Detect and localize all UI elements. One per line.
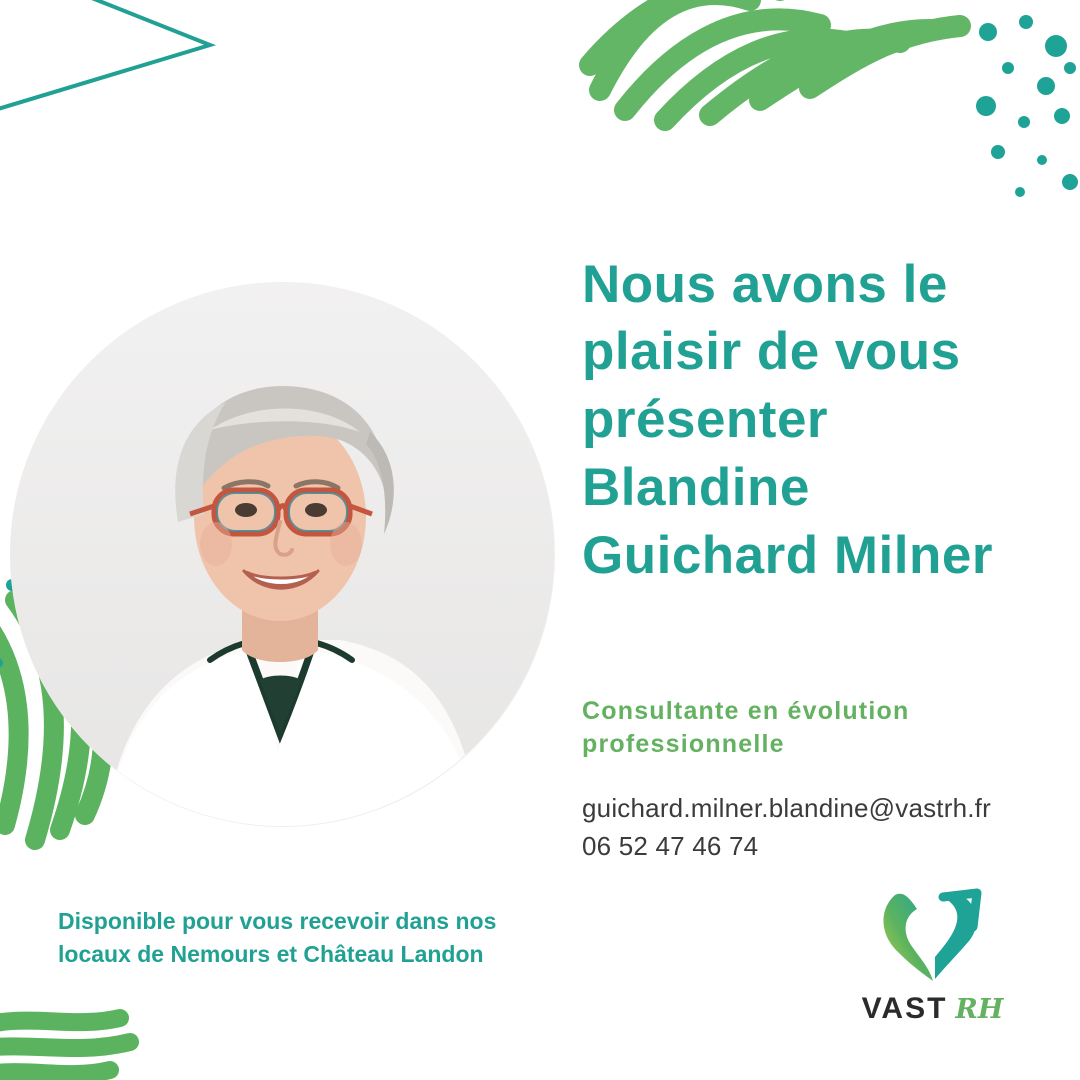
logo-name: VAST xyxy=(861,992,948,1025)
triangle-outline-decoration xyxy=(0,0,240,140)
heart-arrow-logo-icon xyxy=(873,883,993,988)
job-title: Consultante en évolution professionnelle xyxy=(582,697,910,759)
logo-suffix: RH xyxy=(955,994,1004,1025)
portrait-photo xyxy=(10,282,555,827)
green-scribble-top-decoration xyxy=(570,0,1000,150)
vast-rh-logo xyxy=(845,883,1020,1038)
page-title: Nous avons le plaisir de vous présenter Blandine Guichard Milner xyxy=(582,254,993,585)
contact-email[interactable]: guichard.milner.blandine@vastrh.fr xyxy=(582,793,991,823)
teal-dots-decoration xyxy=(950,10,1080,230)
contact-block xyxy=(582,790,1052,865)
availability-note: Disponible pour vous recevoir dans nos locaux de Nemours et Château Landon xyxy=(58,908,497,968)
contact-phone[interactable]: 06 52 47 46 74 xyxy=(582,830,759,861)
green-scribble-bottom-decoration xyxy=(0,1000,180,1080)
logo-wordmark xyxy=(845,992,1020,1026)
